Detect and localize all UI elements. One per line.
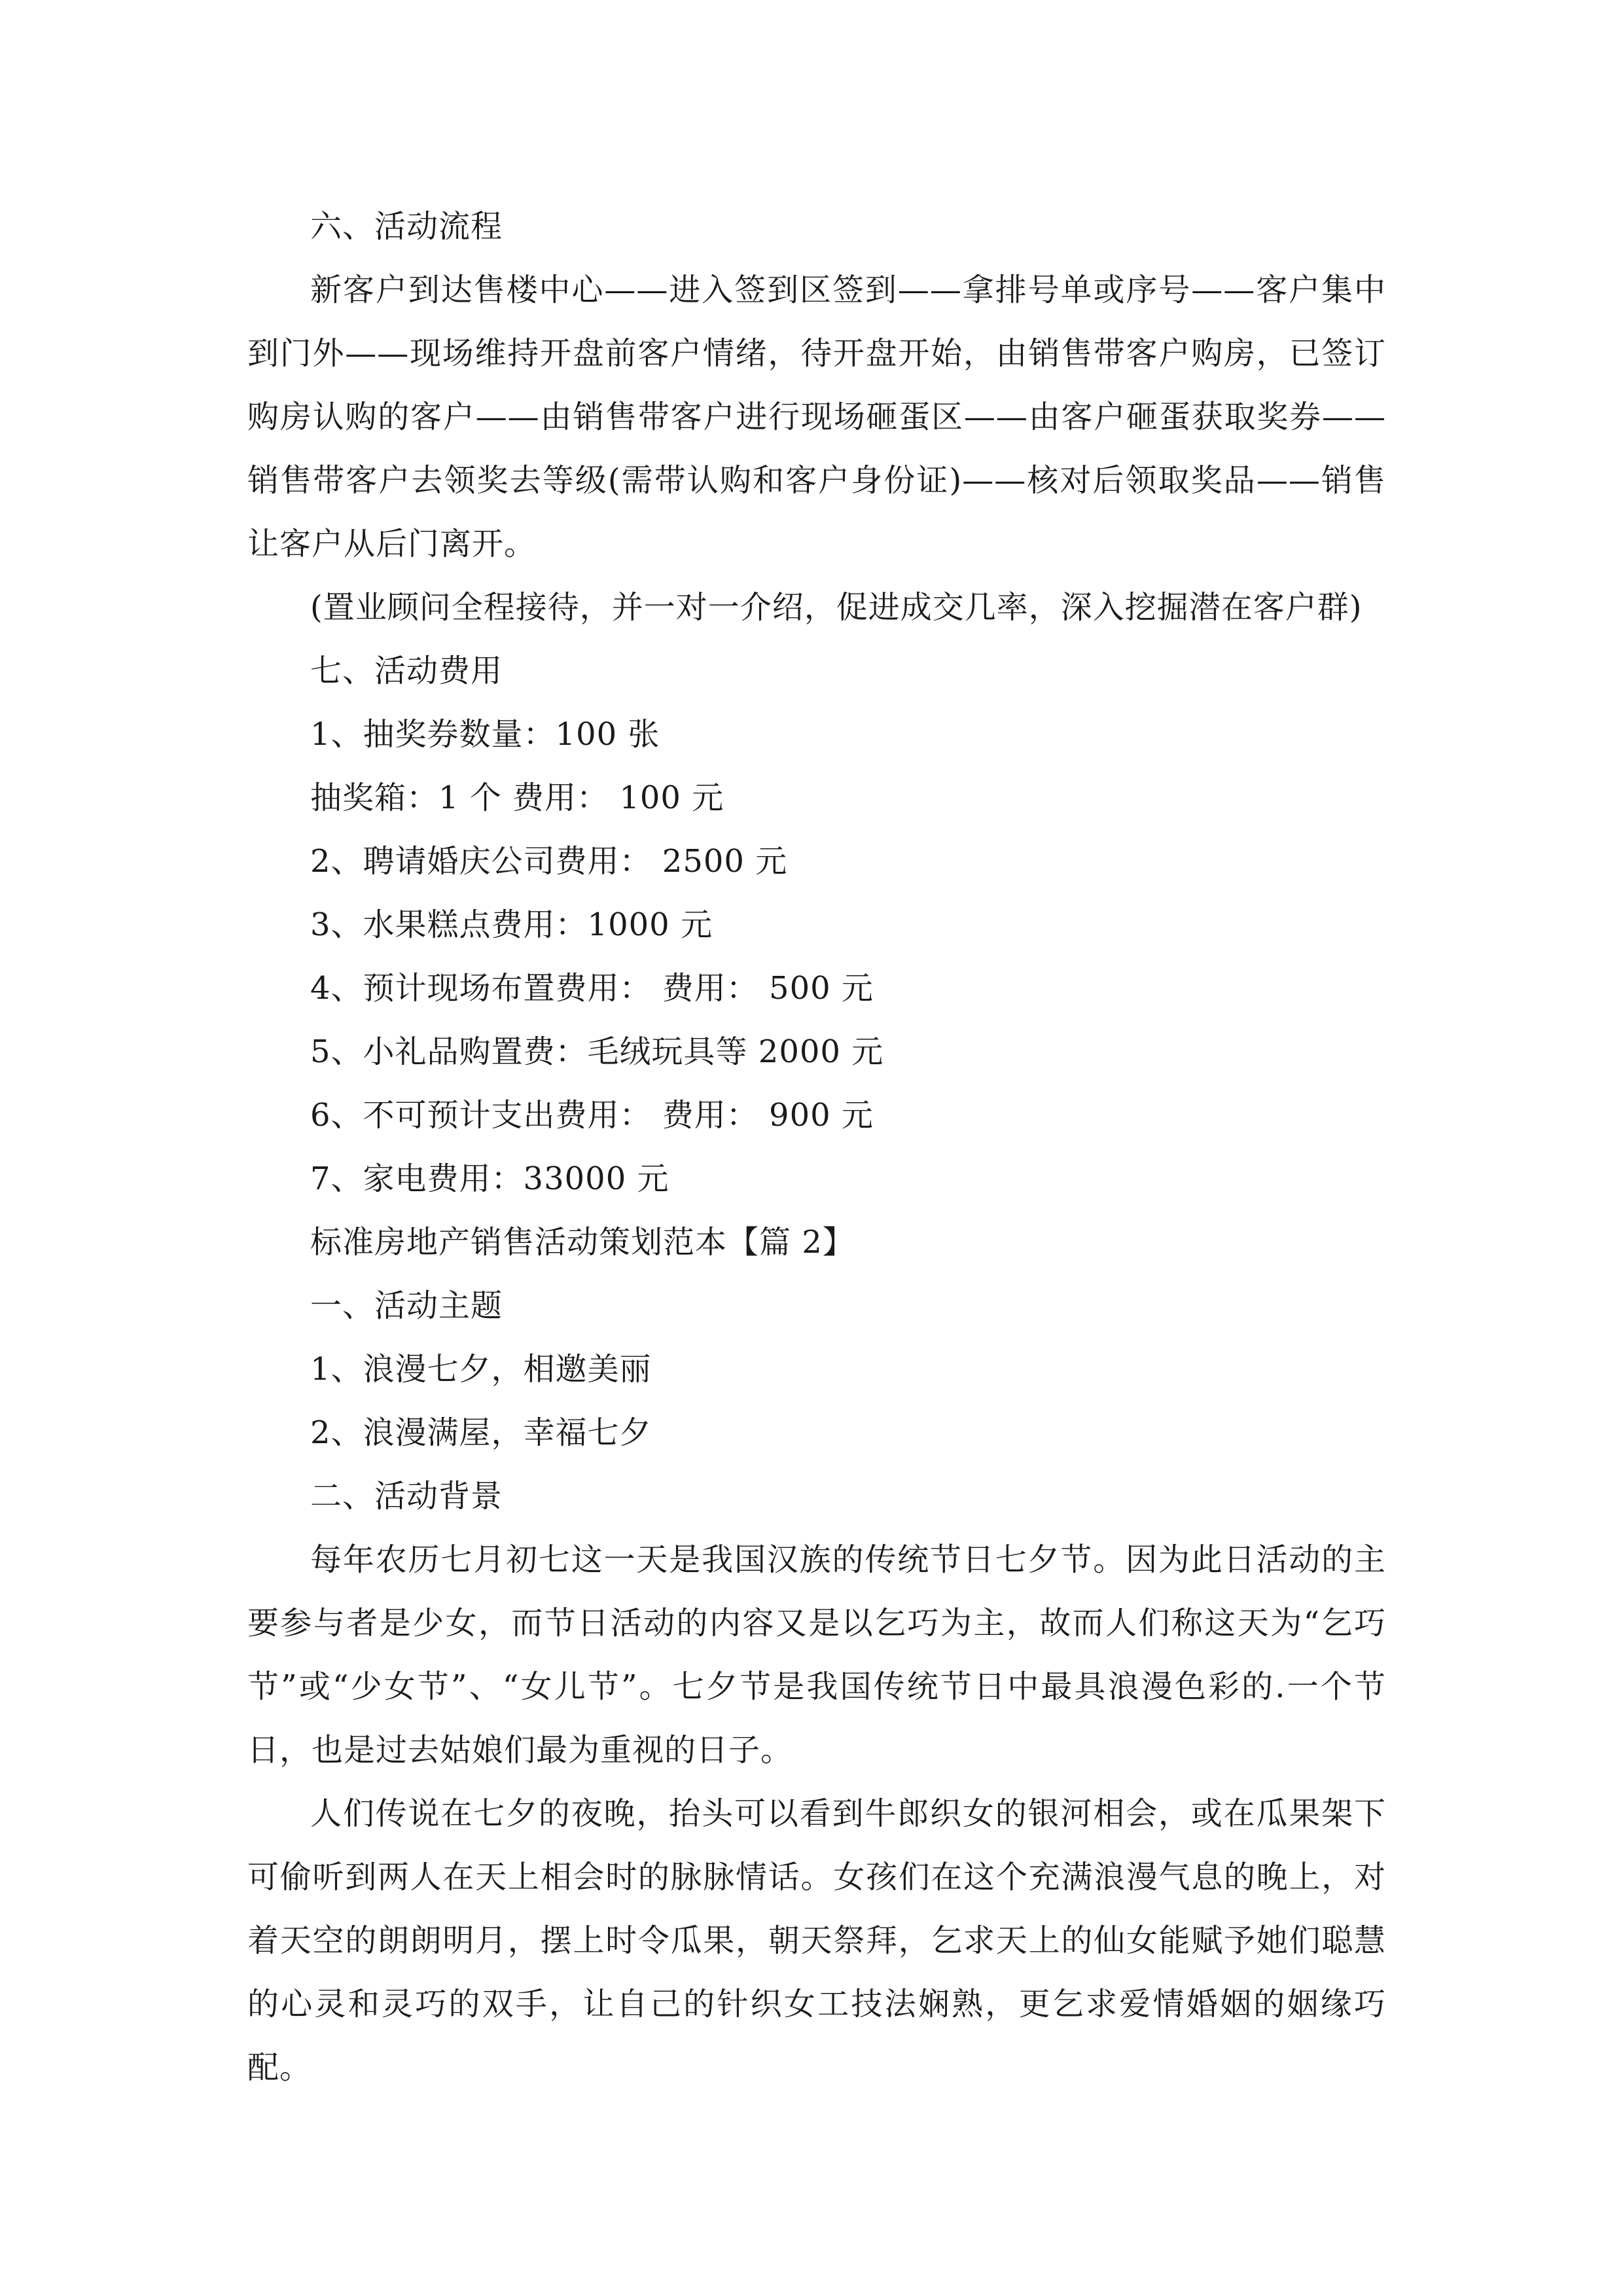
section-heading-process: 六、活动流程 [310,208,503,245]
background-paragraph-2: 人们传说在七夕的夜晚，抬头可以看到牛郎织女的银河相会，或在瓜果架下可偷听到两人在天上相会时的脉脉情话。女孩们在这个充满浪漫气息的晚上，对着天空的朗朗明月，摆上时令瓜果，朝天祭拜，乞求天上的仙女能赋予她们聪慧的心灵和灵巧的双手，让自己的针织女工技法娴熟，更乞求爱情婚姻的姻缘巧配。 [247,1795,1386,2086]
consultant-note: (置业顾问全程接待，并一对一介绍，促进成交几率，深入挖掘潜在客户群) [310,589,1363,626]
cost-item-appliances: 7、家电费用：33000 元 [310,1160,669,1197]
cost-item-fruit-snacks: 3、水果糕点费用：1000 元 [310,906,713,943]
background-paragraph-1: 每年农历七月初七这一天是我国汉族的传统节日七夕节。因为此日活动的主要参与者是少女，而节日活动的内容又是以乞巧为主，故而人们称这天为“乞巧节”或“少女节”、“女儿节”。七夕节是我国传统节日中最具浪漫色彩的.一个节日，也是过去姑娘们最为重视的日子。 [247,1541,1386,1768]
section-heading-cost: 七、活动费用 [310,653,503,689]
cost-item-lottery-tickets: 1、抽奖券数量：100 张 [310,716,660,753]
cost-item-wedding-company: 2、聘请婚庆公司费用： 2500 元 [310,843,788,880]
theme-item-1: 1、浪漫七夕，相邀美丽 [310,1351,652,1388]
document-body [247,195,1386,2100]
process-flow-paragraph: 新客户到达售楼中心——进入签到区签到——拿排号单或序号——客户集中到门外——现场维持开盘前客户情绪，待开盘开始，由销售带客户购房，已签订购房认购的客户——由销售带客户进行现场砸蛋区——由客户砸蛋获取奖券——销售带客户去领奖去等级(需带认购和客户身份证)——核对后领取奖品——销售让客户从后门离开。 [247,272,1386,562]
cost-item-lottery-box: 抽奖箱：1 个 费用： 100 元 [310,780,724,816]
article-title-part-2: 标准房地产销售活动策划范本【篇 2】 [310,1224,855,1261]
cost-item-venue-setup: 4、预计现场布置费用： 费用： 500 元 [310,970,874,1007]
section-heading-theme: 一、活动主题 [310,1287,503,1324]
cost-item-small-gifts: 5、小礼品购置费：毛绒玩具等 2000 元 [310,1033,884,1070]
section-heading-background: 二、活动背景 [310,1478,503,1515]
theme-item-2: 2、浪漫满屋，幸福七夕 [310,1414,652,1451]
cost-item-unforeseen: 6、不可预计支出费用： 费用： 900 元 [310,1097,874,1134]
